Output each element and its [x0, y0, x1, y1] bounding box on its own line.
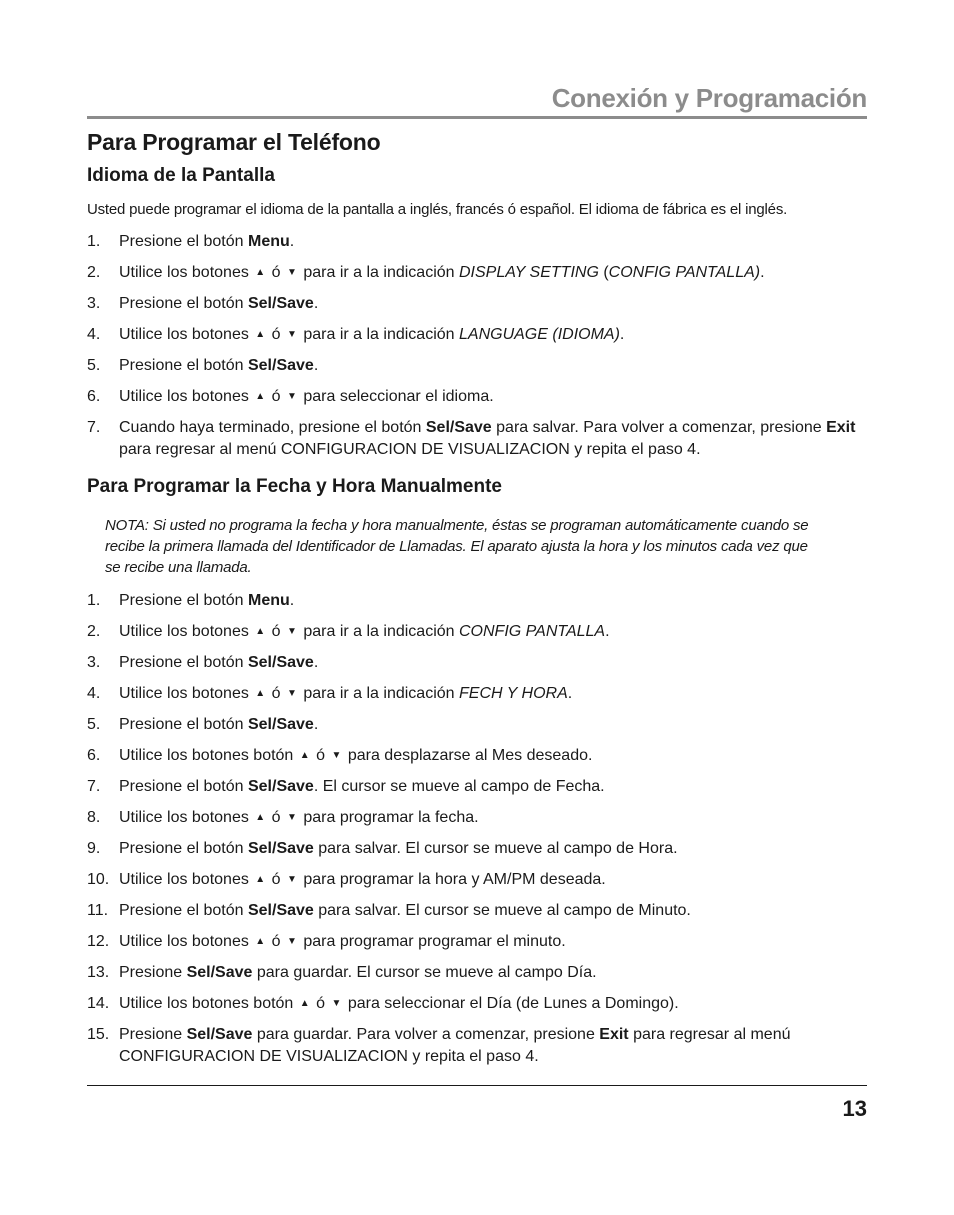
list-item: 11. Presione el botón Sel/Save para salvar. El cursor se mueve al campo de Minuto. — [87, 902, 691, 919]
down-arrow-icon: ▼ — [331, 750, 342, 761]
list-item: 8. Utilice los botones ▲ ó ▼ para programar la fecha. — [87, 807, 867, 829]
down-arrow-icon: ▼ — [287, 936, 297, 947]
date-time-steps-list — [87, 590, 867, 1068]
list-item: 6. Utilice los botones botón ▲ ó ▼ para desplazarse al Mes deseado. — [87, 745, 867, 767]
down-arrow-icon: ▼ — [287, 267, 297, 278]
list-item: 3. Presione el botón Sel/Save. — [87, 654, 319, 671]
up-arrow-icon: ▲ — [255, 267, 266, 278]
up-arrow-icon: ▲ — [299, 998, 310, 1009]
up-arrow-icon: ▲ — [255, 874, 266, 885]
list-item: 12. Utilice los botones ▲ ó ▼ para programar programar el minuto. — [87, 931, 867, 953]
list-item: 2. Utilice los botones ▲ ó ▼ para ir a la indicación CONFIG PANTALLA. — [87, 621, 867, 643]
list-item: 1. Presione el botón Menu. — [87, 233, 295, 250]
list-item: 13. Presione Sel/Save para guardar. El cursor se mueve al campo Día. — [87, 964, 597, 981]
down-arrow-icon: ▼ — [287, 688, 297, 699]
list-item: 5. Presione el botón Sel/Save. — [87, 716, 319, 733]
intro-paragraph: Usted puede programar el idioma de la pantalla a inglés, francés ó español. El idioma de fábrica es el inglés. — [87, 201, 788, 218]
section-title: Para Programar el Teléfono — [87, 129, 381, 155]
list-item: 4. Utilice los botones ▲ ó ▼ para ir a la indicación FECH Y HORA. — [87, 683, 867, 705]
page-content — [87, 126, 867, 1077]
subsection-title-language: Idioma de la Pantalla — [87, 165, 275, 186]
up-arrow-icon: ▲ — [299, 750, 310, 761]
down-arrow-icon: ▼ — [287, 391, 297, 402]
list-item: 14. Utilice los botones botón ▲ ó ▼ para seleccionar el Día (de Lunes a Domingo). — [87, 993, 867, 1015]
list-item: 15. Presione Sel/Save para guardar. Para volver a comenzar, presione Exit para regresar al menú CONFIGURACION DE VISUALIZACION y repita el paso 4. — [87, 1026, 791, 1065]
page-header — [87, 80, 867, 119]
list-item: 7. Presione el botón Sel/Save. El cursor se mueve al campo de Fecha. — [87, 778, 605, 795]
list-item: 5. Presione el botón Sel/Save. — [87, 357, 319, 374]
down-arrow-icon: ▼ — [287, 626, 297, 637]
chapter-title: Conexión y Programación — [551, 83, 867, 113]
subsection-title-date-time: Para Programar la Fecha y Hora Manualmente — [87, 476, 502, 497]
down-arrow-icon: ▼ — [287, 812, 297, 823]
list-item: 7. Cuando haya terminado, presione el botón Sel/Save para salvar. Para volver a comenzar, presione Exit para regresar al menú CONFIGURACION DE VISUALIZACION y repita el paso 4. — [87, 419, 856, 458]
language-steps-list — [87, 231, 867, 461]
page-number: 13 — [842, 1096, 867, 1121]
list-item: 6. Utilice los botones ▲ ó ▼ para seleccionar el idioma. — [87, 386, 867, 408]
footer-divider — [87, 1085, 867, 1086]
down-arrow-icon: ▼ — [331, 998, 342, 1009]
up-arrow-icon: ▲ — [255, 626, 266, 637]
up-arrow-icon: ▲ — [255, 812, 266, 823]
up-arrow-icon: ▲ — [255, 688, 266, 699]
list-item: 9. Presione el botón Sel/Save para salvar. El cursor se mueve al campo de Hora. — [87, 840, 678, 857]
up-arrow-icon: ▲ — [255, 936, 266, 947]
down-arrow-icon: ▼ — [287, 874, 297, 885]
list-item: 3. Presione el botón Sel/Save. — [87, 295, 319, 312]
down-arrow-icon: ▼ — [287, 329, 297, 340]
up-arrow-icon: ▲ — [255, 329, 266, 340]
list-item: 4. Utilice los botones ▲ ó ▼ para ir a la indicación LANGUAGE (IDIOMA). — [87, 324, 867, 346]
list-item: 1. Presione el botón Menu. — [87, 592, 295, 609]
list-item: 10. Utilice los botones ▲ ó ▼ para programar la hora y AM/PM deseada. — [87, 869, 867, 891]
note-paragraph: NOTA: Si usted no programa la fecha y hora manualmente, éstas se programan automáticamente cuando se recibe la primera llamada del Identificador de Llamadas. El aparato ajusta la hora y los minutos cada vez que se recibe una llamada. — [105, 517, 809, 576]
up-arrow-icon: ▲ — [255, 391, 266, 402]
list-item: 2. Utilice los botones ▲ ó ▼ para ir a la indicación DISPLAY SETTING (CONFIG PANTALLA). — [87, 262, 867, 284]
